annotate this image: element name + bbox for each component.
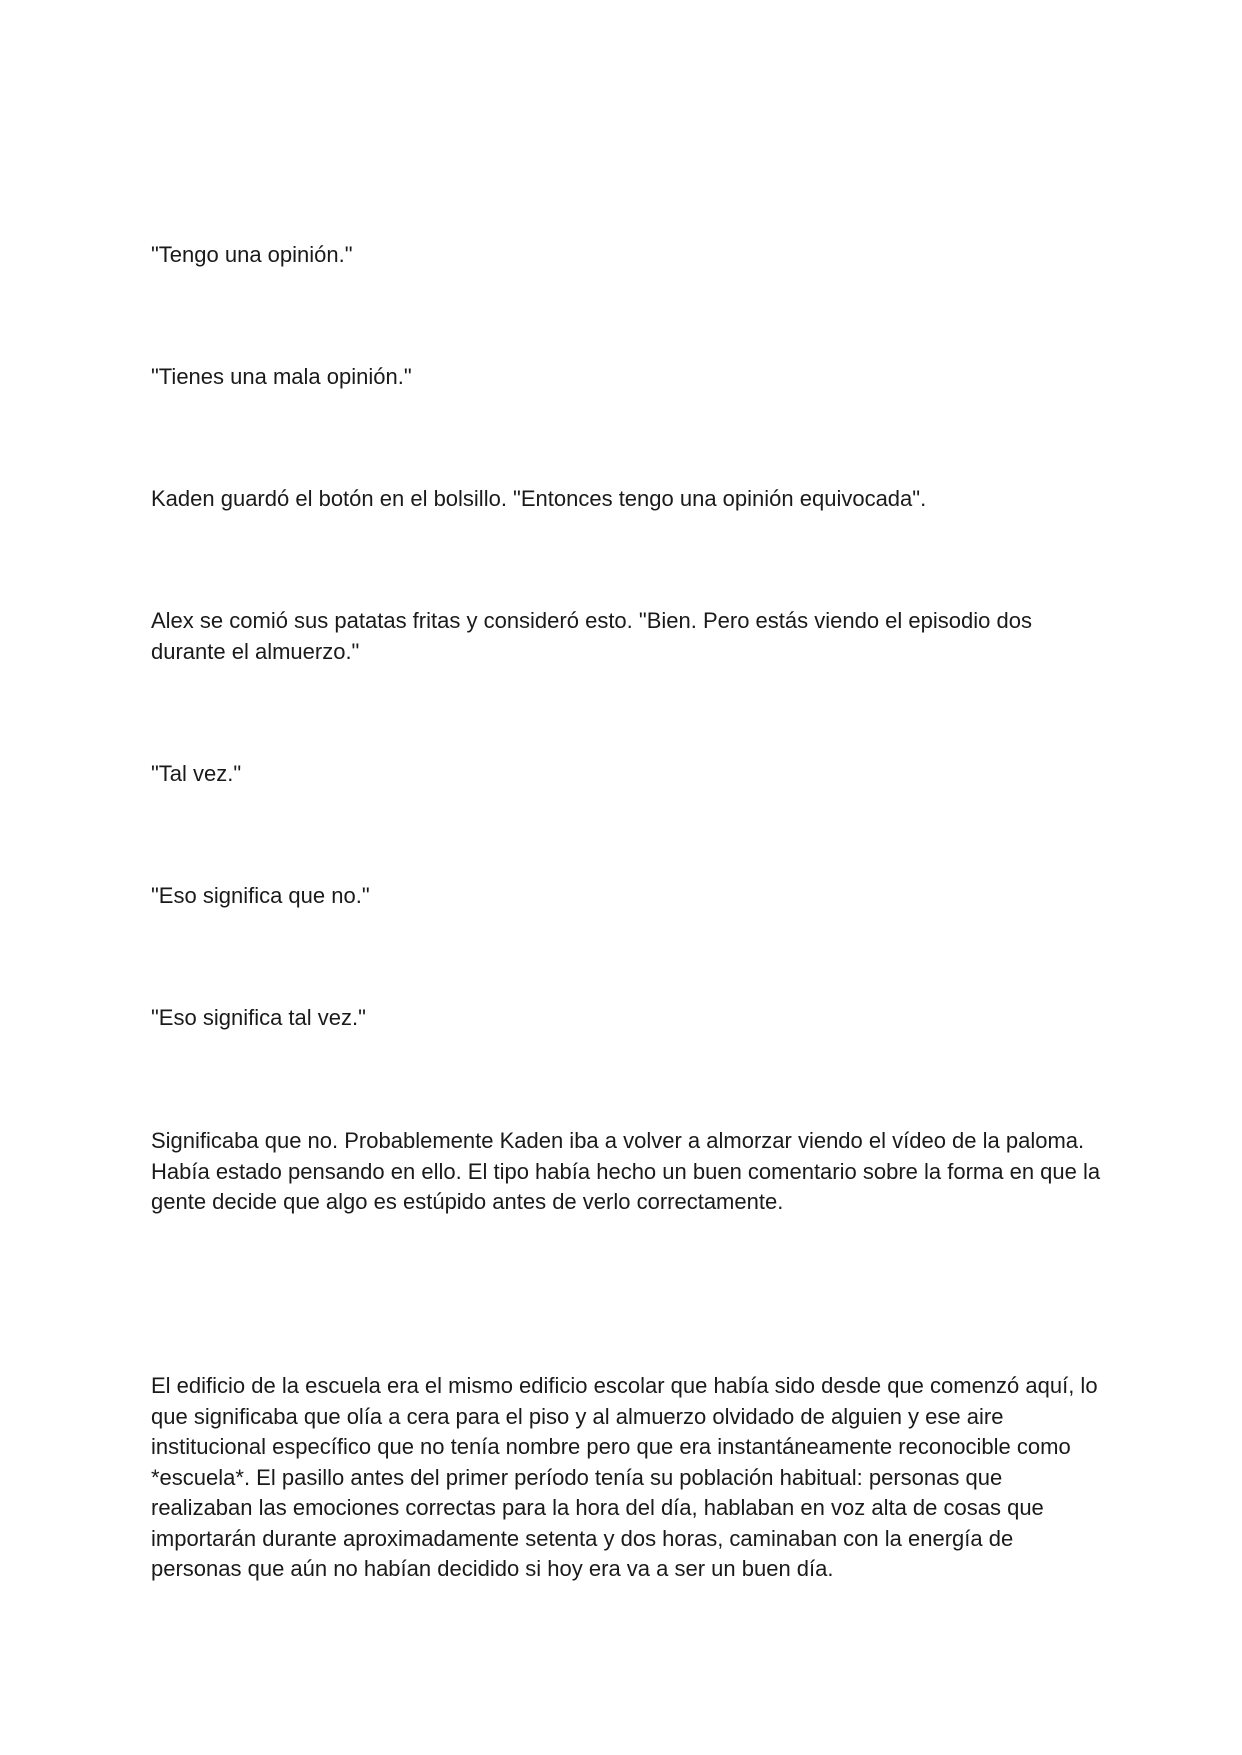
paragraph-5: "Tal vez." bbox=[151, 761, 242, 786]
paragraph-8: Significaba que no. Probablemente Kaden iba a volver a almorzar viendo el vídeo de la paloma. Había estado pensando en ello. El tipo había hecho un buen comentario sobre la forma en que la gente decide que algo es estúpido antes de verlo correctamente. bbox=[151, 1128, 1101, 1214]
paragraph-3: Kaden guardó el botón en el bolsillo. "Entonces tengo una opinión equivocada". bbox=[151, 486, 927, 511]
paragraph-7: "Eso significa tal vez." bbox=[151, 1005, 366, 1030]
paragraph-1: "Tengo una opinión." bbox=[151, 242, 353, 267]
paragraph-4: Alex se comió sus patatas fritas y consideró esto. "Bien. Pero estás viendo el episodio dos durante el almuerzo." bbox=[151, 608, 1032, 664]
paragraph-6: "Eso significa que no." bbox=[151, 883, 370, 908]
paragraph-9: El edificio de la escuela era el mismo edificio escolar que había sido desde que comenzó aquí, lo que significaba que olía a cera para el piso y al almuerzo olvidado de alguien y ese aire institucional específico que no tenía nombre pero que era instantáneamente reconocible como *escuela*. El pasillo antes del primer período tenía su población habitual: personas que realizaban las emociones correctas para la hora del día, hablaban en voz alta de cosas que importarán durante aproximadamente setenta y dos horas, caminaban con la energía de personas que aún no habían decidido si hoy era va a ser un buen día. bbox=[151, 1373, 1098, 1581]
paragraph-2: "Tienes una mala opinión." bbox=[151, 364, 412, 389]
